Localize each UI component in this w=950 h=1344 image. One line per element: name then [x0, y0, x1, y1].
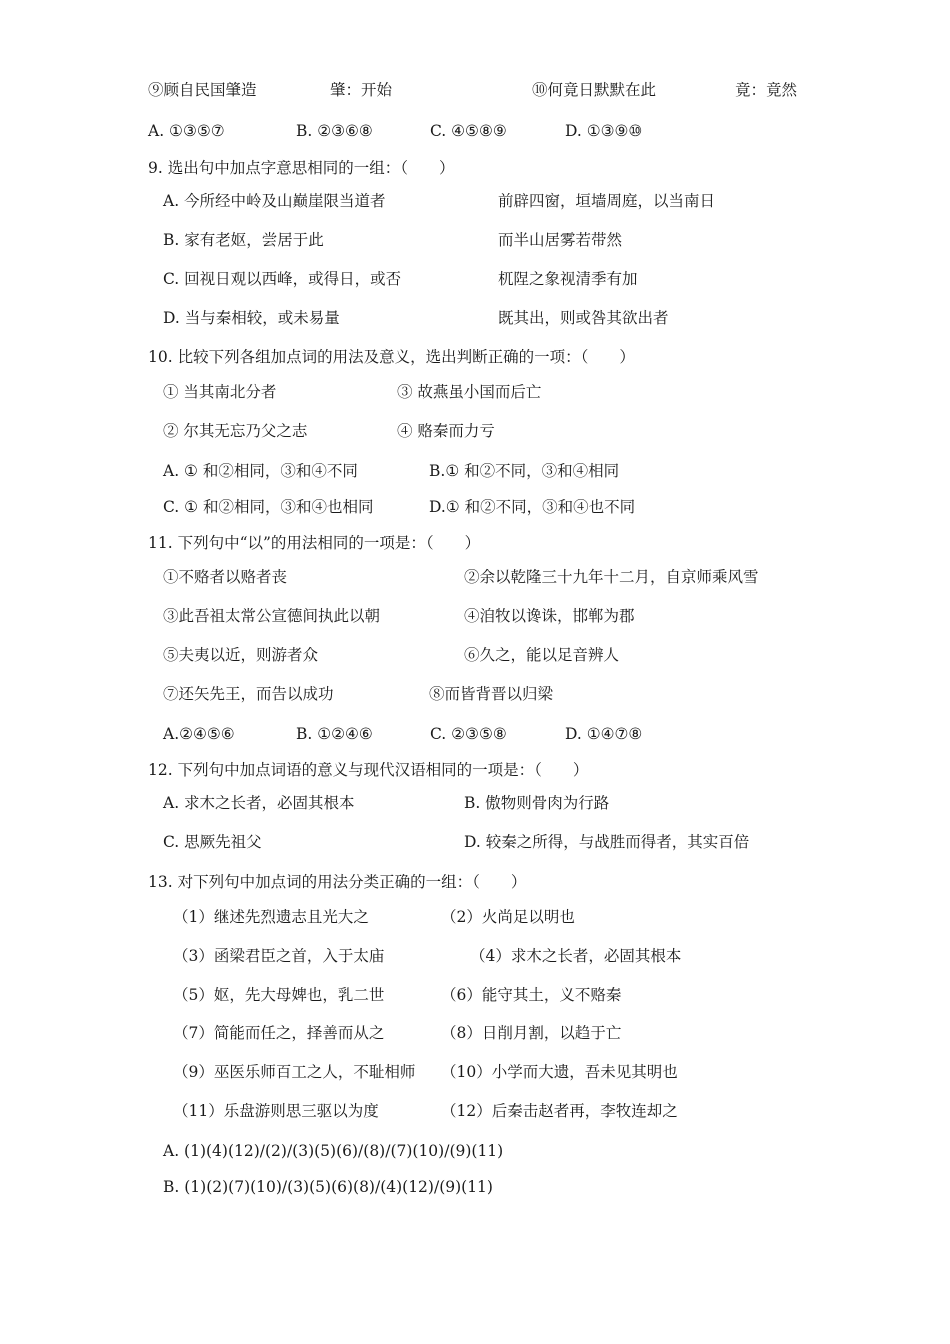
q10-option-a: A. ① 和②相同，③和④不同: [163, 462, 358, 480]
q13-option-b: B. (1)(2)(7)(10)/(3)(5)(6)(8)/(4)(12)/(9)(11): [163, 1178, 493, 1196]
q11-item-7: ⑦还矢先王，而告以成功: [163, 685, 334, 703]
q11-option-c: C. ②③⑤⑧: [430, 725, 507, 743]
q11-item-5: ⑤夫夷以近，则游者众: [163, 646, 319, 664]
q10-stem: 10. 比较下列各组加点词的用法及意义，选出判断正确的一项：（ ）: [148, 348, 635, 366]
q12-option-b: B. 傲物则骨肉为行路: [464, 794, 610, 812]
q12-option-a: A. 求木之长者，必固其根本: [163, 794, 355, 812]
q11-item-3: ③此吾祖太常公宣德间执此以朝: [163, 607, 381, 625]
q8-row9-gloss: 肇：开始: [330, 81, 393, 99]
q13-option-a: A. (1)(4)(12)/(2)/(3)(5)(6)/(8)/(7)(10)/(9)(11): [163, 1142, 504, 1160]
q9-c-left: C. 回视日观以西峰，或得日，或否: [163, 270, 402, 288]
q10-option-b: B.① 和②不同，③和④相同: [429, 462, 620, 480]
q9-d-right: 既其出，则或咎其欲出者: [498, 309, 669, 327]
q8-option-b: B. ②③⑥⑧: [296, 122, 373, 140]
q13-item-9: （9）巫医乐师百工之人，不耻相师: [173, 1063, 416, 1081]
q13-item-4: （4）求木之长者，必固其根本: [470, 947, 682, 965]
q11-option-b: B. ①②④⑥: [296, 725, 373, 743]
q12-option-d: D. 较秦之所得，与战胜而得者，其实百倍: [464, 833, 750, 851]
q13-item-6: （6）能守其土，义不赂秦: [441, 986, 622, 1004]
q12-stem: 12. 下列句中加点词语的意义与现代汉语相同的一项是：（ ）: [148, 761, 589, 779]
q8-option-d: D. ①③⑨⑩: [565, 122, 643, 140]
q13-item-1: （1）继述先烈遗志且光大之: [173, 908, 369, 926]
q9-c-right: 杌陧之象视清季有加: [498, 270, 638, 288]
q9-a-left: A. 今所经中岭及山巅崖限当道者: [163, 192, 386, 210]
q11-stem: 11. 下列句中“以”的用法相同的一项是：（ ）: [148, 534, 481, 552]
q11-option-a: A.②④⑤⑥: [163, 725, 235, 743]
q11-item-2: ②余以乾隆三十九年十二月，自京师乘风雪: [464, 568, 759, 586]
q9-b-left: B. 家有老妪，尝居于此: [163, 231, 324, 249]
q10-item-1: ① 当其南北分者: [163, 383, 277, 401]
q13-item-7: （7）简能而任之，择善而从之: [173, 1024, 385, 1042]
q9-stem: 9. 选出句中加点字意思相同的一组：（ ）: [148, 159, 455, 177]
q13-item-12: （12）后秦击赵者再，李牧连却之: [441, 1102, 678, 1120]
q13-item-5: （5）妪，先大母婢也，乳二世: [173, 986, 385, 1004]
q13-item-2: （2）火尚足以明也: [441, 908, 575, 926]
q10-item-3: ③ 故燕虽小国而后亡: [397, 383, 542, 401]
q9-d-left: D. 当与秦相较，或未易量: [163, 309, 340, 327]
q8-option-a: A. ①③⑤⑦: [148, 122, 225, 140]
q13-item-10: （10）小学而大遗，吾未见其明也: [441, 1063, 678, 1081]
q13-item-11: （11）乐盘游则思三驱以为度: [173, 1102, 379, 1120]
q10-item-4: ④ 赂秦而力亏: [397, 422, 495, 440]
q9-b-right: 而半山居雾若带然: [498, 231, 623, 249]
q11-item-6: ⑥久之，能以足音辨人: [464, 646, 620, 664]
q10-item-2: ② 尔其无忘乃父之志: [163, 422, 308, 440]
q8-row10-gloss: 竟：竟然: [735, 81, 798, 99]
q11-item-4: ④洎牧以谗诛，邯郸为郡: [464, 607, 635, 625]
q13-item-3: （3）函梁君臣之首，入于太庙: [173, 947, 385, 965]
q11-item-8: ⑧而皆背晋以归梁: [429, 685, 554, 703]
q13-stem: 13. 对下列句中加点词的用法分类正确的一组：（ ）: [148, 873, 527, 891]
q10-option-c: C. ① 和②相同，③和④也相同: [163, 498, 374, 516]
q13-item-8: （8）日削月割，以趋于亡: [441, 1024, 622, 1042]
q11-item-1: ①不赂者以赂者丧: [163, 568, 288, 586]
q12-option-c: C. 思厥先祖父: [163, 833, 262, 851]
q8-option-c: C. ④⑤⑧⑨: [430, 122, 507, 140]
q10-option-d: D.① 和②不同，③和④也不同: [429, 498, 636, 516]
q9-a-right: 前辟四窗，垣墙周庭，以当南日: [498, 192, 716, 210]
q11-option-d: D. ①④⑦⑧: [565, 725, 643, 743]
q8-row10-text: ⑩何竟日默默在此: [532, 81, 657, 99]
q8-row9-text: ⑨顾自民国肇造: [148, 81, 257, 99]
